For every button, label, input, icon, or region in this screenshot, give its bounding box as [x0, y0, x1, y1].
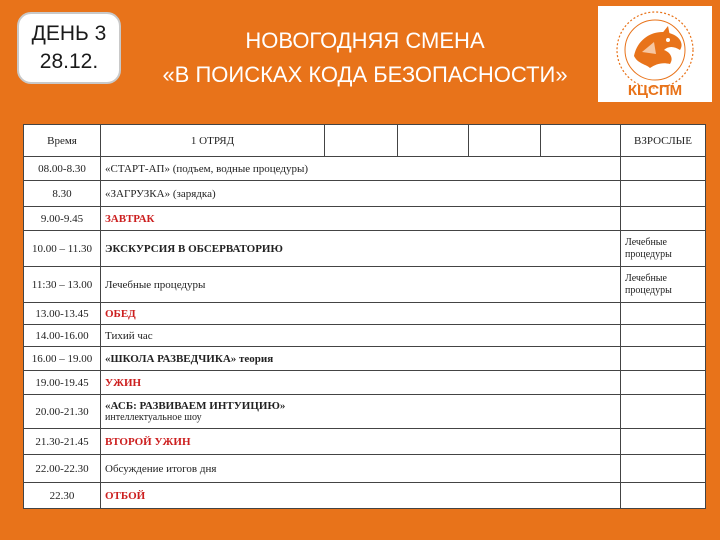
row-event: «ЗАГРУЗКА» (зарядка): [101, 181, 621, 207]
day-badge: [17, 12, 121, 84]
header-empty-1: [325, 125, 398, 157]
row-adults: [621, 207, 706, 231]
row-time: 11:30 – 13.00: [24, 267, 101, 303]
row-event: «АСБ: РАЗВИВАЕМ ИНТУИЦИЮ»: [105, 400, 286, 412]
table-row: [24, 207, 706, 231]
row-adults: [621, 371, 706, 395]
row-time: 10.00 – 11.30: [24, 231, 101, 267]
header-time: Время: [24, 125, 101, 157]
row-adults: [621, 347, 706, 371]
row-adults: Лечебные процедуры: [621, 267, 706, 303]
table-row: [24, 455, 706, 483]
row-event-cell: [101, 395, 621, 429]
row-event: ВТОРОЙ УЖИН: [101, 429, 621, 455]
table-row: [24, 325, 706, 347]
day-label: ДЕНЬ 3: [31, 22, 107, 45]
row-event: ЗАВТРАК: [101, 207, 621, 231]
row-event: УЖИН: [101, 371, 621, 395]
row-event: Тихий час: [101, 325, 621, 347]
row-event: «ШКОЛА РАЗВЕДЧИКА» теория: [101, 347, 621, 371]
table-header-row: [24, 125, 706, 157]
table-row: [24, 181, 706, 207]
row-event: «СТАРТ-АП» (подъем, водные процедуры): [101, 157, 621, 181]
row-time: 08.00-8.30: [24, 157, 101, 181]
row-time: 22.00-22.30: [24, 455, 101, 483]
table-row: [24, 429, 706, 455]
table-row: [24, 267, 706, 303]
header-empty-2: [398, 125, 469, 157]
table-row: [24, 483, 706, 509]
schedule-table: [23, 124, 705, 509]
row-time: 13.00-13.45: [24, 303, 101, 325]
title-line-1: НОВОГОДНЯЯ СМЕНА: [245, 28, 485, 53]
date-label: 28.12.: [39, 50, 99, 73]
row-adults: [621, 181, 706, 207]
row-event: Обсуждение итогов дня: [101, 455, 621, 483]
row-adults: [621, 157, 706, 181]
row-event: Лечебные процедуры: [101, 267, 621, 303]
row-adults: [621, 455, 706, 483]
logo-text: КЦСПМ: [627, 82, 683, 99]
row-event-subtitle: интеллектуальное шоу: [105, 412, 202, 423]
row-adults: Лечебные процедуры: [621, 231, 706, 267]
row-event: ОТБОЙ: [101, 483, 621, 509]
row-adults: [621, 429, 706, 455]
table-row: [24, 347, 706, 371]
header-squad-1: 1 ОТРЯД: [101, 125, 325, 157]
header-empty-3: [469, 125, 541, 157]
title-line-2: «В ПОИСКАХ КОДА БЕЗОПАСНОСТИ»: [162, 62, 568, 87]
table-row: [24, 371, 706, 395]
row-adults: [621, 395, 706, 429]
table-row: [24, 157, 706, 181]
table-row: [24, 303, 706, 325]
row-event: ЭКСКУРСИЯ В ОБСЕРВАТОРИЮ: [101, 231, 621, 267]
page-title: [130, 24, 600, 92]
row-time: 22.30: [24, 483, 101, 509]
table-row: [24, 231, 706, 267]
row-adults: [621, 325, 706, 347]
row-adults: [621, 483, 706, 509]
row-event: ОБЕД: [101, 303, 621, 325]
row-time: 14.00-16.00: [24, 325, 101, 347]
row-time: 16.00 – 19.00: [24, 347, 101, 371]
header-empty-4: [541, 125, 621, 157]
row-time: 21.30-21.45: [24, 429, 101, 455]
row-time: 9.00-9.45: [24, 207, 101, 231]
table-row: [24, 395, 706, 429]
row-adults: [621, 303, 706, 325]
header-adults: ВЗРОСЛЫЕ: [621, 125, 706, 157]
row-time: 8.30: [24, 181, 101, 207]
logo: [598, 6, 712, 102]
row-time: 20.00-21.30: [24, 395, 101, 429]
row-time: 19.00-19.45: [24, 371, 101, 395]
